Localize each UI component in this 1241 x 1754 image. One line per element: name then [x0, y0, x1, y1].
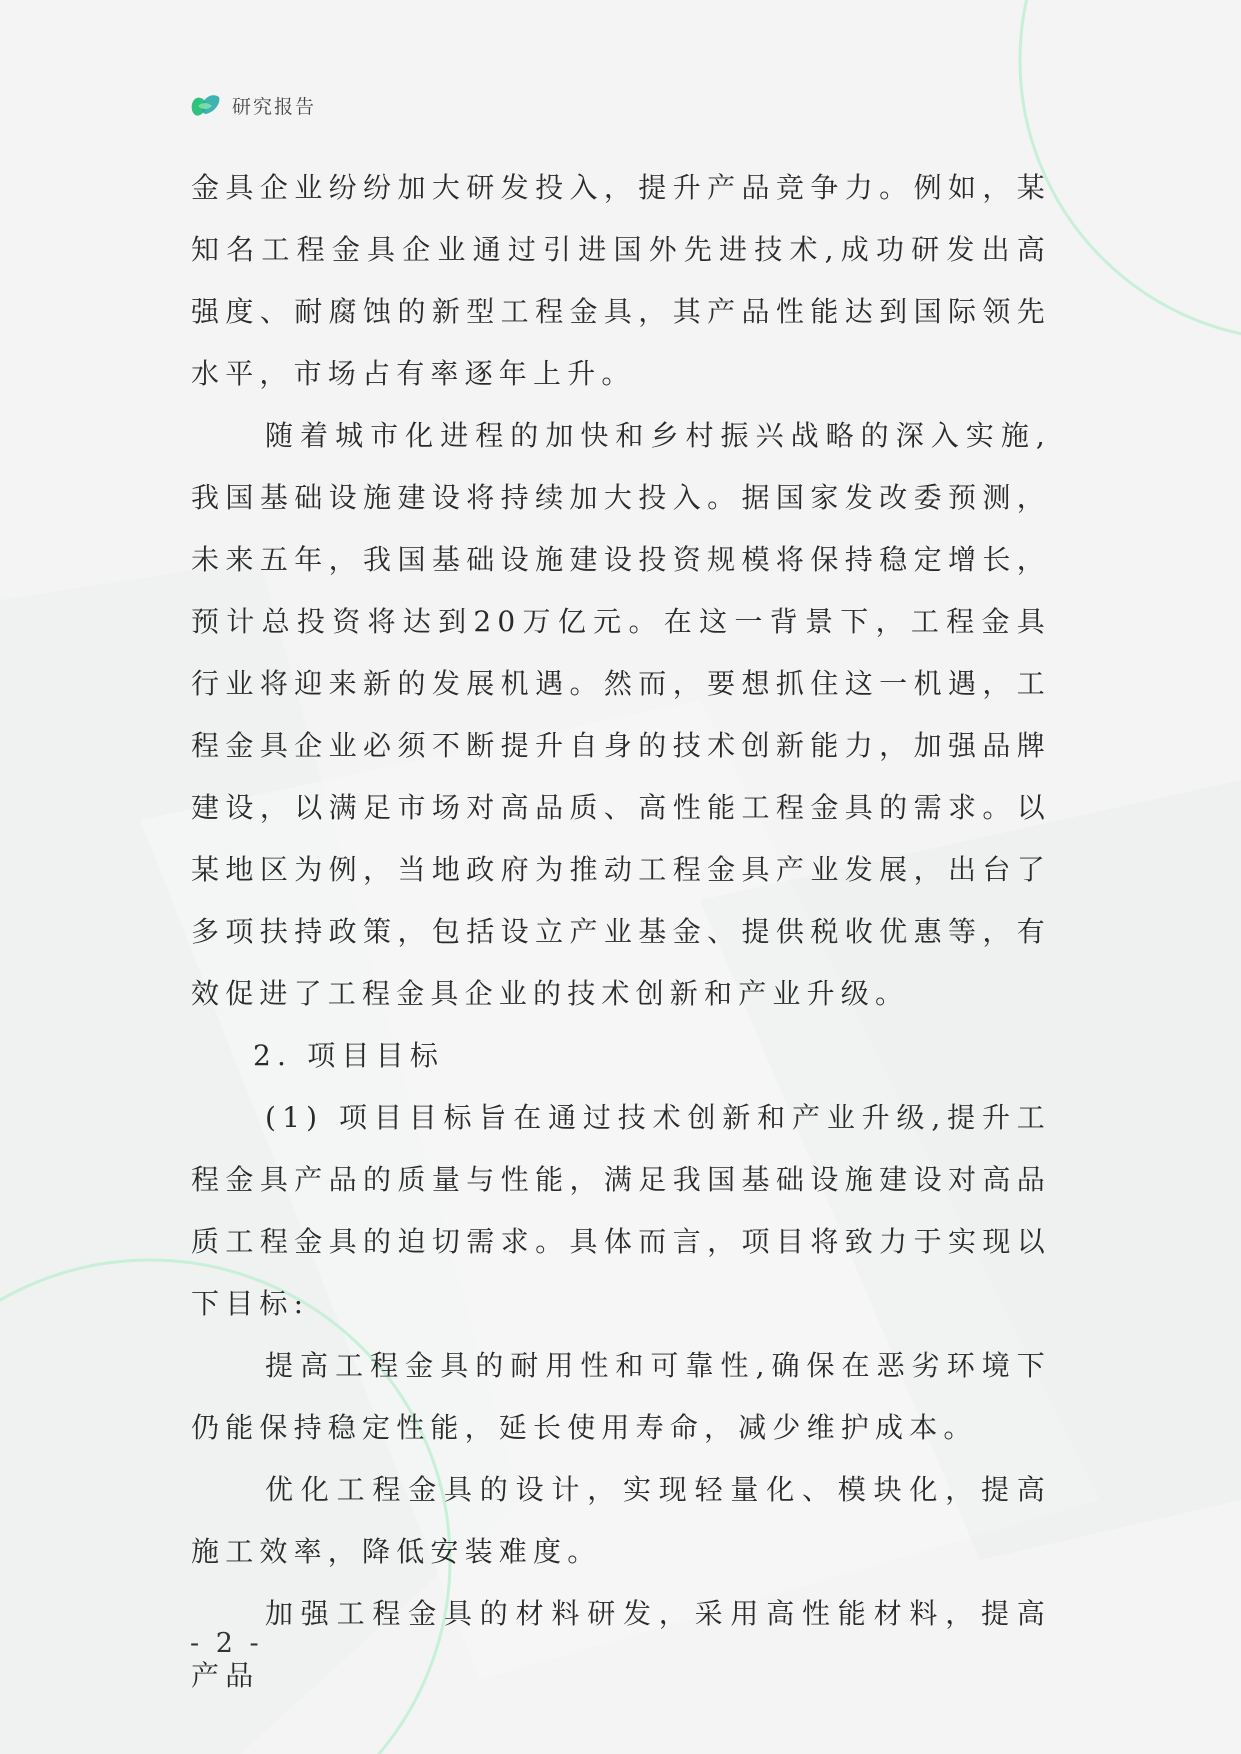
paragraph-continued: 金具企业纷纷加大研发投入，提升产品竞争力。例如，某知名工程金具企业通过引进国外先进技术,成功研发出高强度、耐腐蚀的新型工程金具，其产品性能达到国际领先水平，市场占有率逐年上升。 [191, 171, 1051, 390]
paragraph-project-goal: (1) 项目目标旨在通过技术创新和产业升级,提升工程金具产品的质量与性能，满足我国基础设施建设对高品质工程金具的迫切需求。具体而言，项目将致力于实现以下目标: [191, 1101, 1051, 1320]
paragraph-goal-durability: 提高工程金具的耐用性和可靠性,确保在恶劣环境下仍能保持稳定性能，延长使用寿命，减少维护成本。 [191, 1349, 1051, 1444]
document-body [191, 157, 1051, 1707]
green-leaf-logo-icon [188, 88, 222, 122]
section-heading: 2. 项目目标 [253, 1039, 445, 1072]
paragraph-infrastructure: 随着城市化进程的加快和乡村振兴战略的深入实施,我国基础设施建设将持续加大投入。据国家发改委预测，未来五年，我国基础设施建设投资规模将保持稳定增长，预计总投资将达到20万亿元。在这一背景下，工程金具行业将迎来新的发展机遇。然而，要想抓住这一机遇，工程金具企业必须不断提升自身的技术创新能力，加强品牌建设，以满足市场对高品质、高性能工程金具的需求。以某地区为例，当地政府为推动工程金具产业发展，出台了多项扶持政策，包括设立产业基金、提供税收优惠等，有效促进了工程金具企业的技术创新和产业升级。 [191, 419, 1051, 1010]
page-header [188, 88, 316, 122]
paragraph-goal-design: 优化工程金具的设计，实现轻量化、模块化，提高施工效率，降低安装难度。 [191, 1473, 1051, 1568]
page-number: - 2 - [190, 1628, 263, 1659]
paragraph-goal-materials: 加强工程金具的材料研发，采用高性能材料，提高产品 [191, 1597, 1051, 1692]
header-title: 研究报告 [232, 95, 317, 118]
